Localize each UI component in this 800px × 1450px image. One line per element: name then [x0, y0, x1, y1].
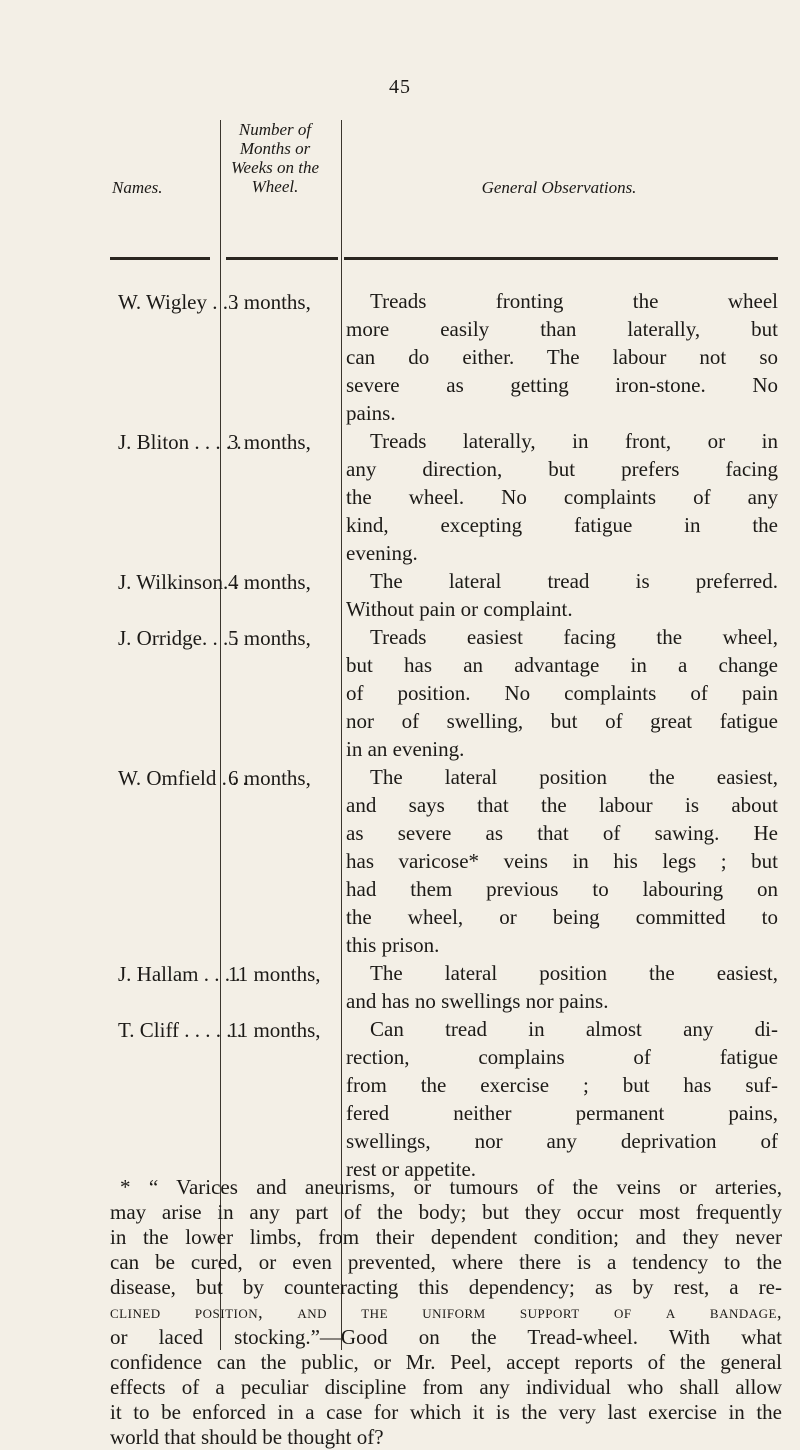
observation-line: The lateral position the easiest,: [370, 961, 778, 985]
footnote-line: clined position, and the uniform support of a bandage,: [110, 1302, 782, 1322]
observation-line: more easily than laterally, but: [346, 317, 778, 341]
column-header-observations: General Observations.: [481, 178, 637, 197]
observation-line: Without pain or complaint.: [346, 597, 573, 621]
entry-observation: [346, 623, 778, 763]
footnote-line: may arise in any part of the body; but they occur most frequently: [110, 1200, 782, 1224]
observation-line: and has no swellings nor pains.: [346, 989, 609, 1013]
observation-line: fered neither permanent pains,: [346, 1101, 778, 1125]
entry-duration: 6 months,: [228, 766, 311, 790]
observation-line: Treads fronting the wheel: [370, 289, 778, 313]
header-line: Weeks on the: [230, 158, 320, 177]
observation-line: The lateral tread is preferred.: [370, 569, 778, 593]
observation-line: in an evening.: [346, 737, 465, 761]
observation-line: rection, complains of fatigue: [346, 1045, 778, 1069]
entry-name: J. Wilkinson. .: [118, 570, 239, 594]
footnote-line: confidence can the public, or Mr. Peel, accept reports of the general: [110, 1350, 782, 1374]
entry-duration: 11 months,: [228, 1018, 321, 1042]
footnote-line: effects of a peculiar discipline from any individual who shall allow: [110, 1375, 782, 1399]
header-rule: [344, 257, 778, 260]
entry-observation: [346, 427, 778, 567]
observation-line: has varicose* veins in his legs ; but: [346, 849, 778, 873]
header-line: Number of: [238, 120, 312, 139]
observation-line: the wheel, or being committed to: [346, 905, 778, 929]
entry-name: W. Omfield . . .: [118, 766, 248, 790]
entry-observation: [346, 959, 778, 1015]
entry-duration: 5 months,: [228, 626, 311, 650]
entry-name: J. Bliton . . . . .: [118, 430, 242, 454]
observation-line: from the exercise ; but has suf-: [346, 1073, 778, 1097]
observation-line: Can tread in almost any di-: [370, 1017, 778, 1041]
observation-line: severe as getting iron-stone. No: [346, 373, 778, 397]
observation-line: but has an advantage in a change: [346, 653, 778, 677]
header-line: Wheel.: [251, 177, 299, 196]
entry-name: J. Hallam . . . .: [118, 962, 241, 986]
column-divider: [341, 120, 342, 1350]
observation-line: the wheel. No complaints of any: [346, 485, 778, 509]
observation-line: swellings, nor any deprivation of: [346, 1129, 778, 1153]
entry-name: J. Orridge. . . .: [118, 626, 239, 650]
header-line: Months or: [239, 139, 311, 158]
observation-line: pains.: [346, 401, 396, 425]
entry-duration: 11 months,: [228, 962, 321, 986]
column-header-names: Names.: [112, 178, 163, 197]
entry-duration: 3 months,: [228, 430, 311, 454]
entry-observation: [346, 1015, 778, 1183]
footnote-line: in the lower limbs, from their dependent condition; and they never: [110, 1225, 782, 1249]
header-rule: [110, 257, 210, 260]
entry-name: T. Cliff . . . . . .: [118, 1018, 243, 1042]
entry-observation: [346, 567, 778, 623]
footnote-line: world that should be thought of?: [110, 1425, 384, 1449]
entry-name: W. Wigley . . .: [118, 290, 239, 314]
observation-line: The lateral position the easiest,: [370, 765, 778, 789]
entry-observation: [346, 287, 778, 427]
entry-observation: [346, 763, 778, 959]
entry-duration: 3 months,: [228, 290, 311, 314]
footnote: [110, 1175, 782, 1450]
observation-line: any direction, but prefers facing: [346, 457, 778, 481]
column-header-months: [212, 120, 338, 196]
footnote-line: or laced stocking.”—Good on the Tread-wheel. With what: [110, 1325, 782, 1349]
observation-line: rest or appetite.: [346, 1157, 477, 1181]
observation-line: evening.: [346, 541, 418, 565]
observation-line: can do either. The labour not so: [346, 345, 778, 369]
observation-line: as severe as that of sawing. He: [346, 821, 778, 845]
page-number: 45: [389, 76, 411, 98]
observation-line: kind, excepting fatigue in the: [346, 513, 778, 537]
observation-line: this prison.: [346, 933, 440, 957]
footnote-line: disease, but by counteracting this dependency; as by rest, a re-: [110, 1275, 782, 1299]
footnote-line: it to be enforced in a case for which it is the very last exercise in the: [110, 1400, 782, 1424]
header-rule: [226, 257, 338, 260]
observation-line: of position. No complaints of pain: [346, 681, 778, 705]
footnote-line: can be cured, or even prevented, where there is a tendency to the: [110, 1250, 782, 1274]
footnote-line: * “ Varices and aneurisms, or tumours of the veins or arteries,: [120, 1175, 782, 1199]
observation-line: Treads easiest facing the wheel,: [370, 625, 778, 649]
observation-line: Treads laterally, in front, or in: [370, 429, 778, 453]
entry-duration: 4 months,: [228, 570, 311, 594]
observation-line: had them previous to labouring on: [346, 877, 778, 901]
observation-line: nor of swelling, but of great fatigue: [346, 709, 778, 733]
observation-line: and says that the labour is about: [346, 793, 778, 817]
